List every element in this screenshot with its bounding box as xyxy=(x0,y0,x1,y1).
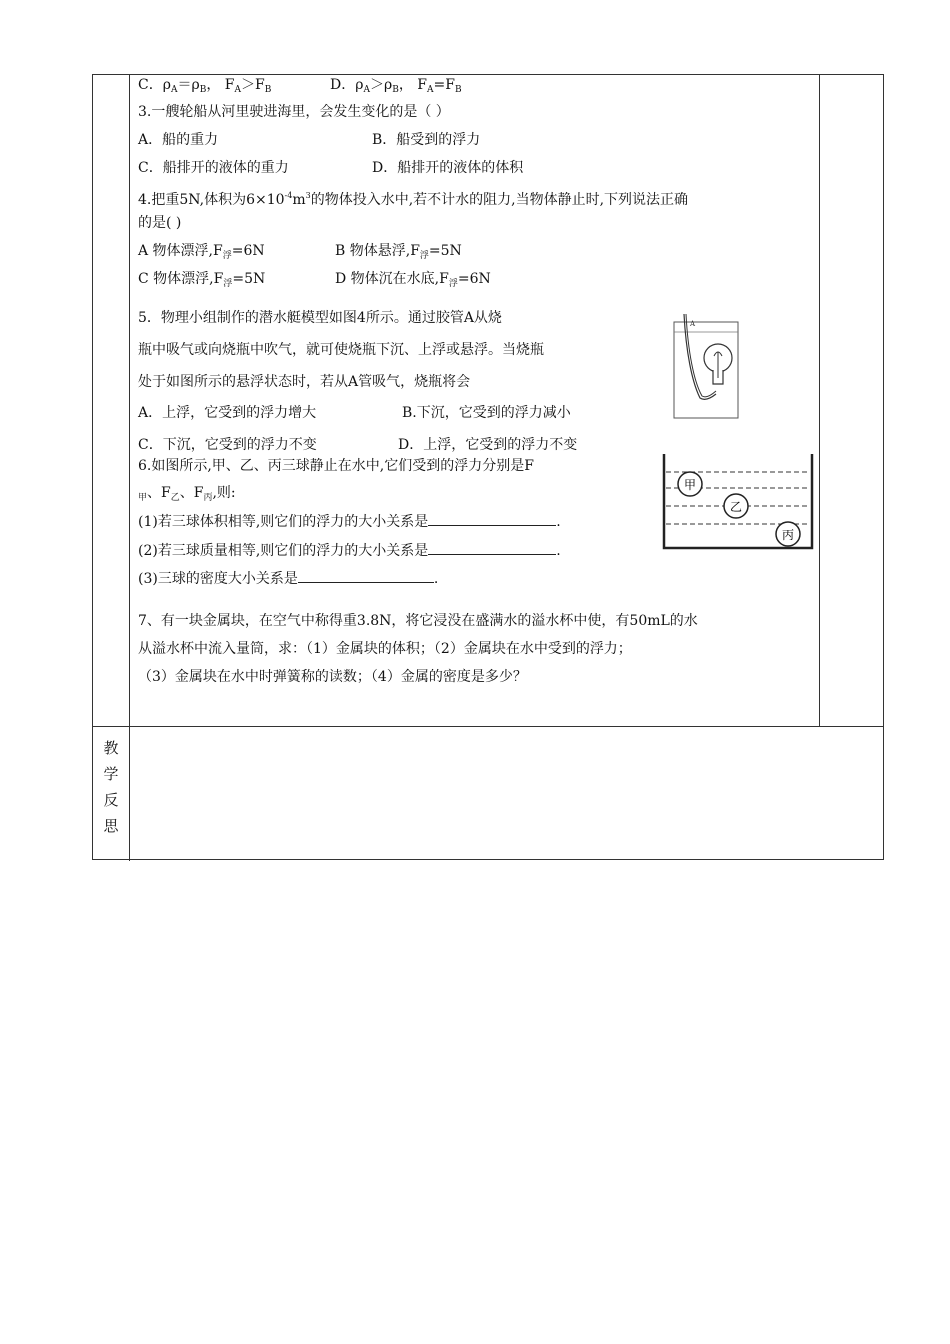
q4-option-d: D 物体沉在水底$,F_浮=6N$ xyxy=(335,271,491,289)
q3-option-d: D．船排开的液体的体积 xyxy=(372,160,524,176)
q7-stem-3: （3）金属块在水中时弹簧称的读数；（4）金属的密度是多少？ xyxy=(138,669,527,685)
column-divider-right xyxy=(819,75,820,727)
answer-blank-2[interactable] xyxy=(428,540,556,555)
q6-part-2: (2)若三球质量相等,则它们的浮力的大小关系是 . xyxy=(138,540,561,560)
q3-stem: 3.一艘轮船从河里驶进海里，会发生变化的是（ ） xyxy=(138,104,450,120)
q5-option-d: D．上浮，它受到的浮力不变 xyxy=(398,437,578,453)
q2-option-c: C．$\rho_A=\rho_B$， $F_A>F_B$ xyxy=(138,77,272,95)
q2-option-d: D．$\rho_A>\rho_B$， $F_A=F_B$ xyxy=(330,77,462,95)
q4-stem-cont: 的是( ) xyxy=(138,215,182,231)
ball-jia: 甲 xyxy=(683,478,697,492)
q4-stem: 4.把重5N,体积为$6\times 10^{-4}m^3$的物体投入水中,若不计水的阻力,当物体静止时,下列说法正确 xyxy=(138,191,689,208)
reflection-char-2: 学 xyxy=(103,765,119,783)
q6-stem-1: 6.如图所示,甲、乙、丙三球静止在水中,它们受到的浮力分别是F xyxy=(138,458,534,474)
q6-part-3: (3)三球的密度大小关系是 . xyxy=(138,568,438,588)
q4-option-a: A 物体漂浮$,F_浮=6N$ xyxy=(138,243,265,261)
q3-option-b: B．船受到的浮力 xyxy=(372,132,481,148)
q6-part-1: (1)若三球体积相等,则它们的浮力的大小关系是 . xyxy=(138,511,561,531)
submarine-flask-figure xyxy=(672,312,742,420)
ball-yi: 乙 xyxy=(729,500,743,514)
q7-stem-1: 7、有一块金属块，在空气中称得重3.8N，将它浸没在盛满水的溢水杯中使，有50mL的水 xyxy=(138,613,698,629)
q6-stem-2: $_甲$、$F_乙$、$F_丙$,则: xyxy=(138,485,236,503)
q5-stem-3: 处于如图所示的悬浮状态时，若从A管吸气，烧瓶将会 xyxy=(138,374,471,390)
q5-option-b: B.下沉，它受到的浮力减小 xyxy=(402,405,571,421)
reflection-char-3: 反 xyxy=(103,791,119,809)
q3-option-a: A．船的重力 xyxy=(138,132,219,148)
q7-stem-2: 从溢水杯中流入量筒，求：（1）金属块的体积；（2）金属块在水中受到的浮力； xyxy=(138,641,632,657)
reflection-char-4: 思 xyxy=(103,817,119,835)
q5-stem-2: 瓶中吸气或向烧瓶中吹气，就可使烧瓶下沉、上浮或悬浮。当烧瓶 xyxy=(138,342,544,358)
q5-option-c: C．下沉，它受到的浮力不变 xyxy=(138,437,317,453)
answer-blank-3[interactable] xyxy=(298,568,434,583)
three-balls-figure xyxy=(660,446,818,552)
q5-stem-1: 5．物理小组制作的潜水艇模型如图4所示。通过胶管A从烧 xyxy=(138,310,502,326)
column-divider-left xyxy=(129,75,130,861)
answer-blank-1[interactable] xyxy=(428,511,556,526)
q3-option-c: C．船排开的液体的重力 xyxy=(138,160,289,176)
q4-option-b: B 物体悬浮$,F_浮=5N$ xyxy=(335,243,462,261)
q4-option-c: C 物体漂浮$,F_浮=5N$ xyxy=(138,271,266,289)
q5-option-a: A．上浮，它受到的浮力增大 xyxy=(138,405,317,421)
row-divider xyxy=(93,726,883,727)
figure-label-a: A xyxy=(690,320,696,328)
reflection-char-1: 教 xyxy=(103,739,119,757)
ball-bing: 丙 xyxy=(781,528,795,542)
